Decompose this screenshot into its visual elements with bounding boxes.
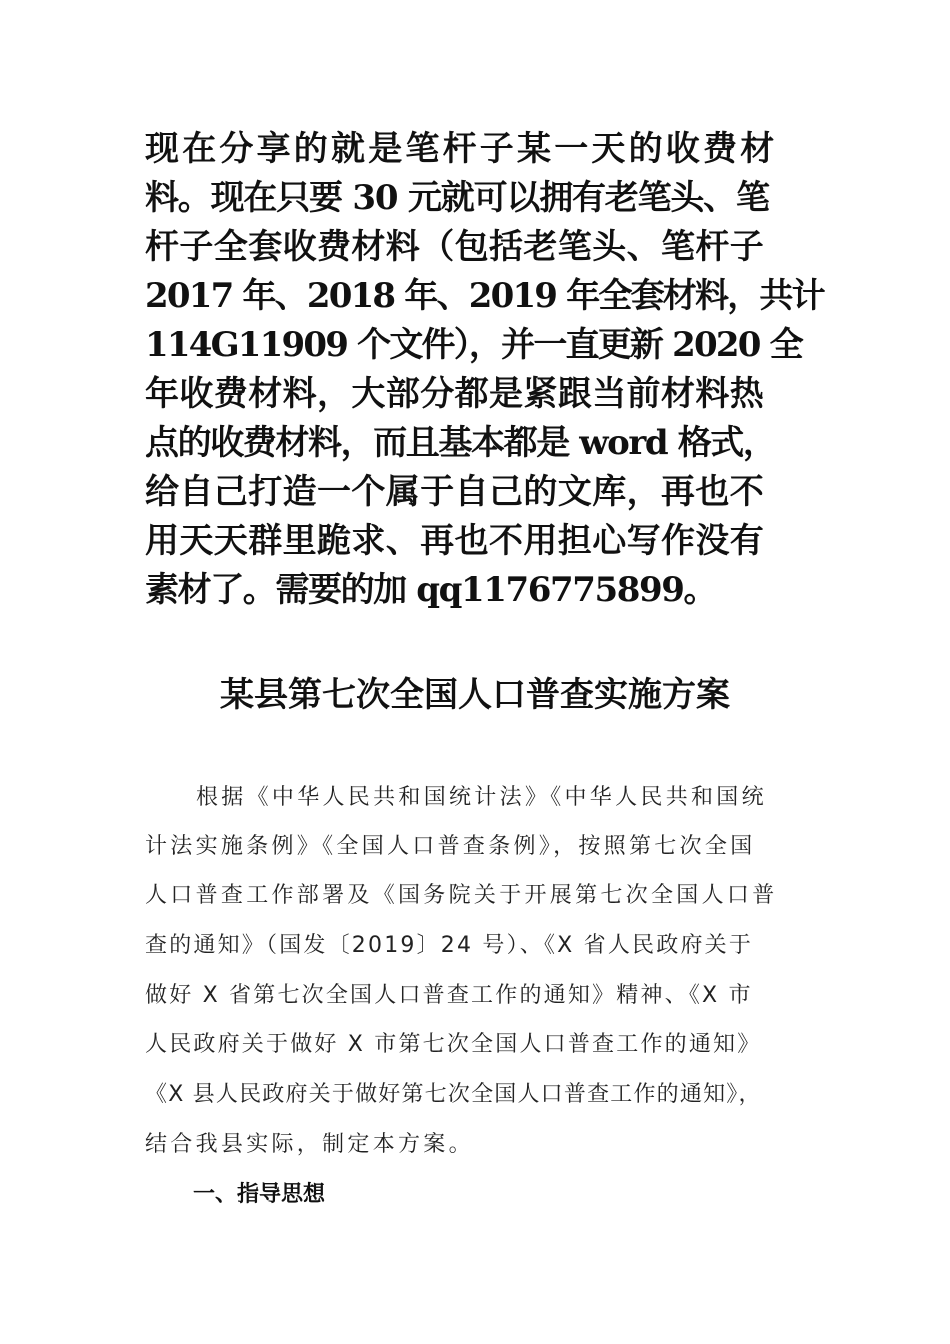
promo-line-1: 现在分享的就是笔杆子某一天的收费材 [145, 129, 778, 169]
promo-line-10: 素材了。需要的加 qq1176775899。 [145, 570, 717, 610]
intro-line-3: 人口普查工作部署及《国务院关于开展第七次全国人口普 [145, 883, 778, 908]
intro-line-5: 做好 X 省第七次全国人口普查工作的通知》精神、《X 市 [145, 983, 753, 1008]
intro-line-1: 根据《中华人民共和国统计法》《中华人民共和国统 [196, 785, 767, 810]
promo-line-2: 料。现在只要 30 元就可以拥有老笔头、笔 [145, 178, 769, 218]
intro-line-7: 《X 县人民政府关于做好第七次全国人口普查工作的通知》， [145, 1082, 762, 1107]
promo-line-6: 年收费材料，大部分都是紧跟当前材料热 [145, 374, 765, 414]
intro-line-2: 计法实施条例》《全国人口普查条例》，按照第七次全国 [145, 834, 756, 859]
intro-line-8: 结合我县实际，制定本方案。 [145, 1132, 474, 1157]
intro-line-6: 人民政府关于做好 X 市第七次全国人口普查工作的通知》 [145, 1032, 762, 1057]
promo-line-9: 用天天群里跪求、再也不用担心写作没有 [145, 521, 765, 561]
promo-line-4: 2017 年、2018 年、2019 年全套材料，共计 [145, 276, 824, 316]
promo-line-7: 点的收费材料，而且基本都是 word 格式， [145, 423, 776, 463]
section-heading-guiding-ideology: 一、指导思想 [193, 1182, 326, 1207]
document-title: 某县第七次全国人口普查实施方案 [220, 675, 730, 715]
promo-line-5: 114G11909 个文件），并一直更新 2020 全 [145, 325, 802, 365]
promo-line-3: 杆子全套收费材料（包括老笔头、笔杆子 [145, 227, 765, 267]
promo-line-8: 给自己打造一个属于自己的文库，再也不 [145, 472, 765, 512]
intro-line-4: 查的通知》（国发〔2019〕24 号）、《X 省人民政府关于 [145, 933, 754, 958]
